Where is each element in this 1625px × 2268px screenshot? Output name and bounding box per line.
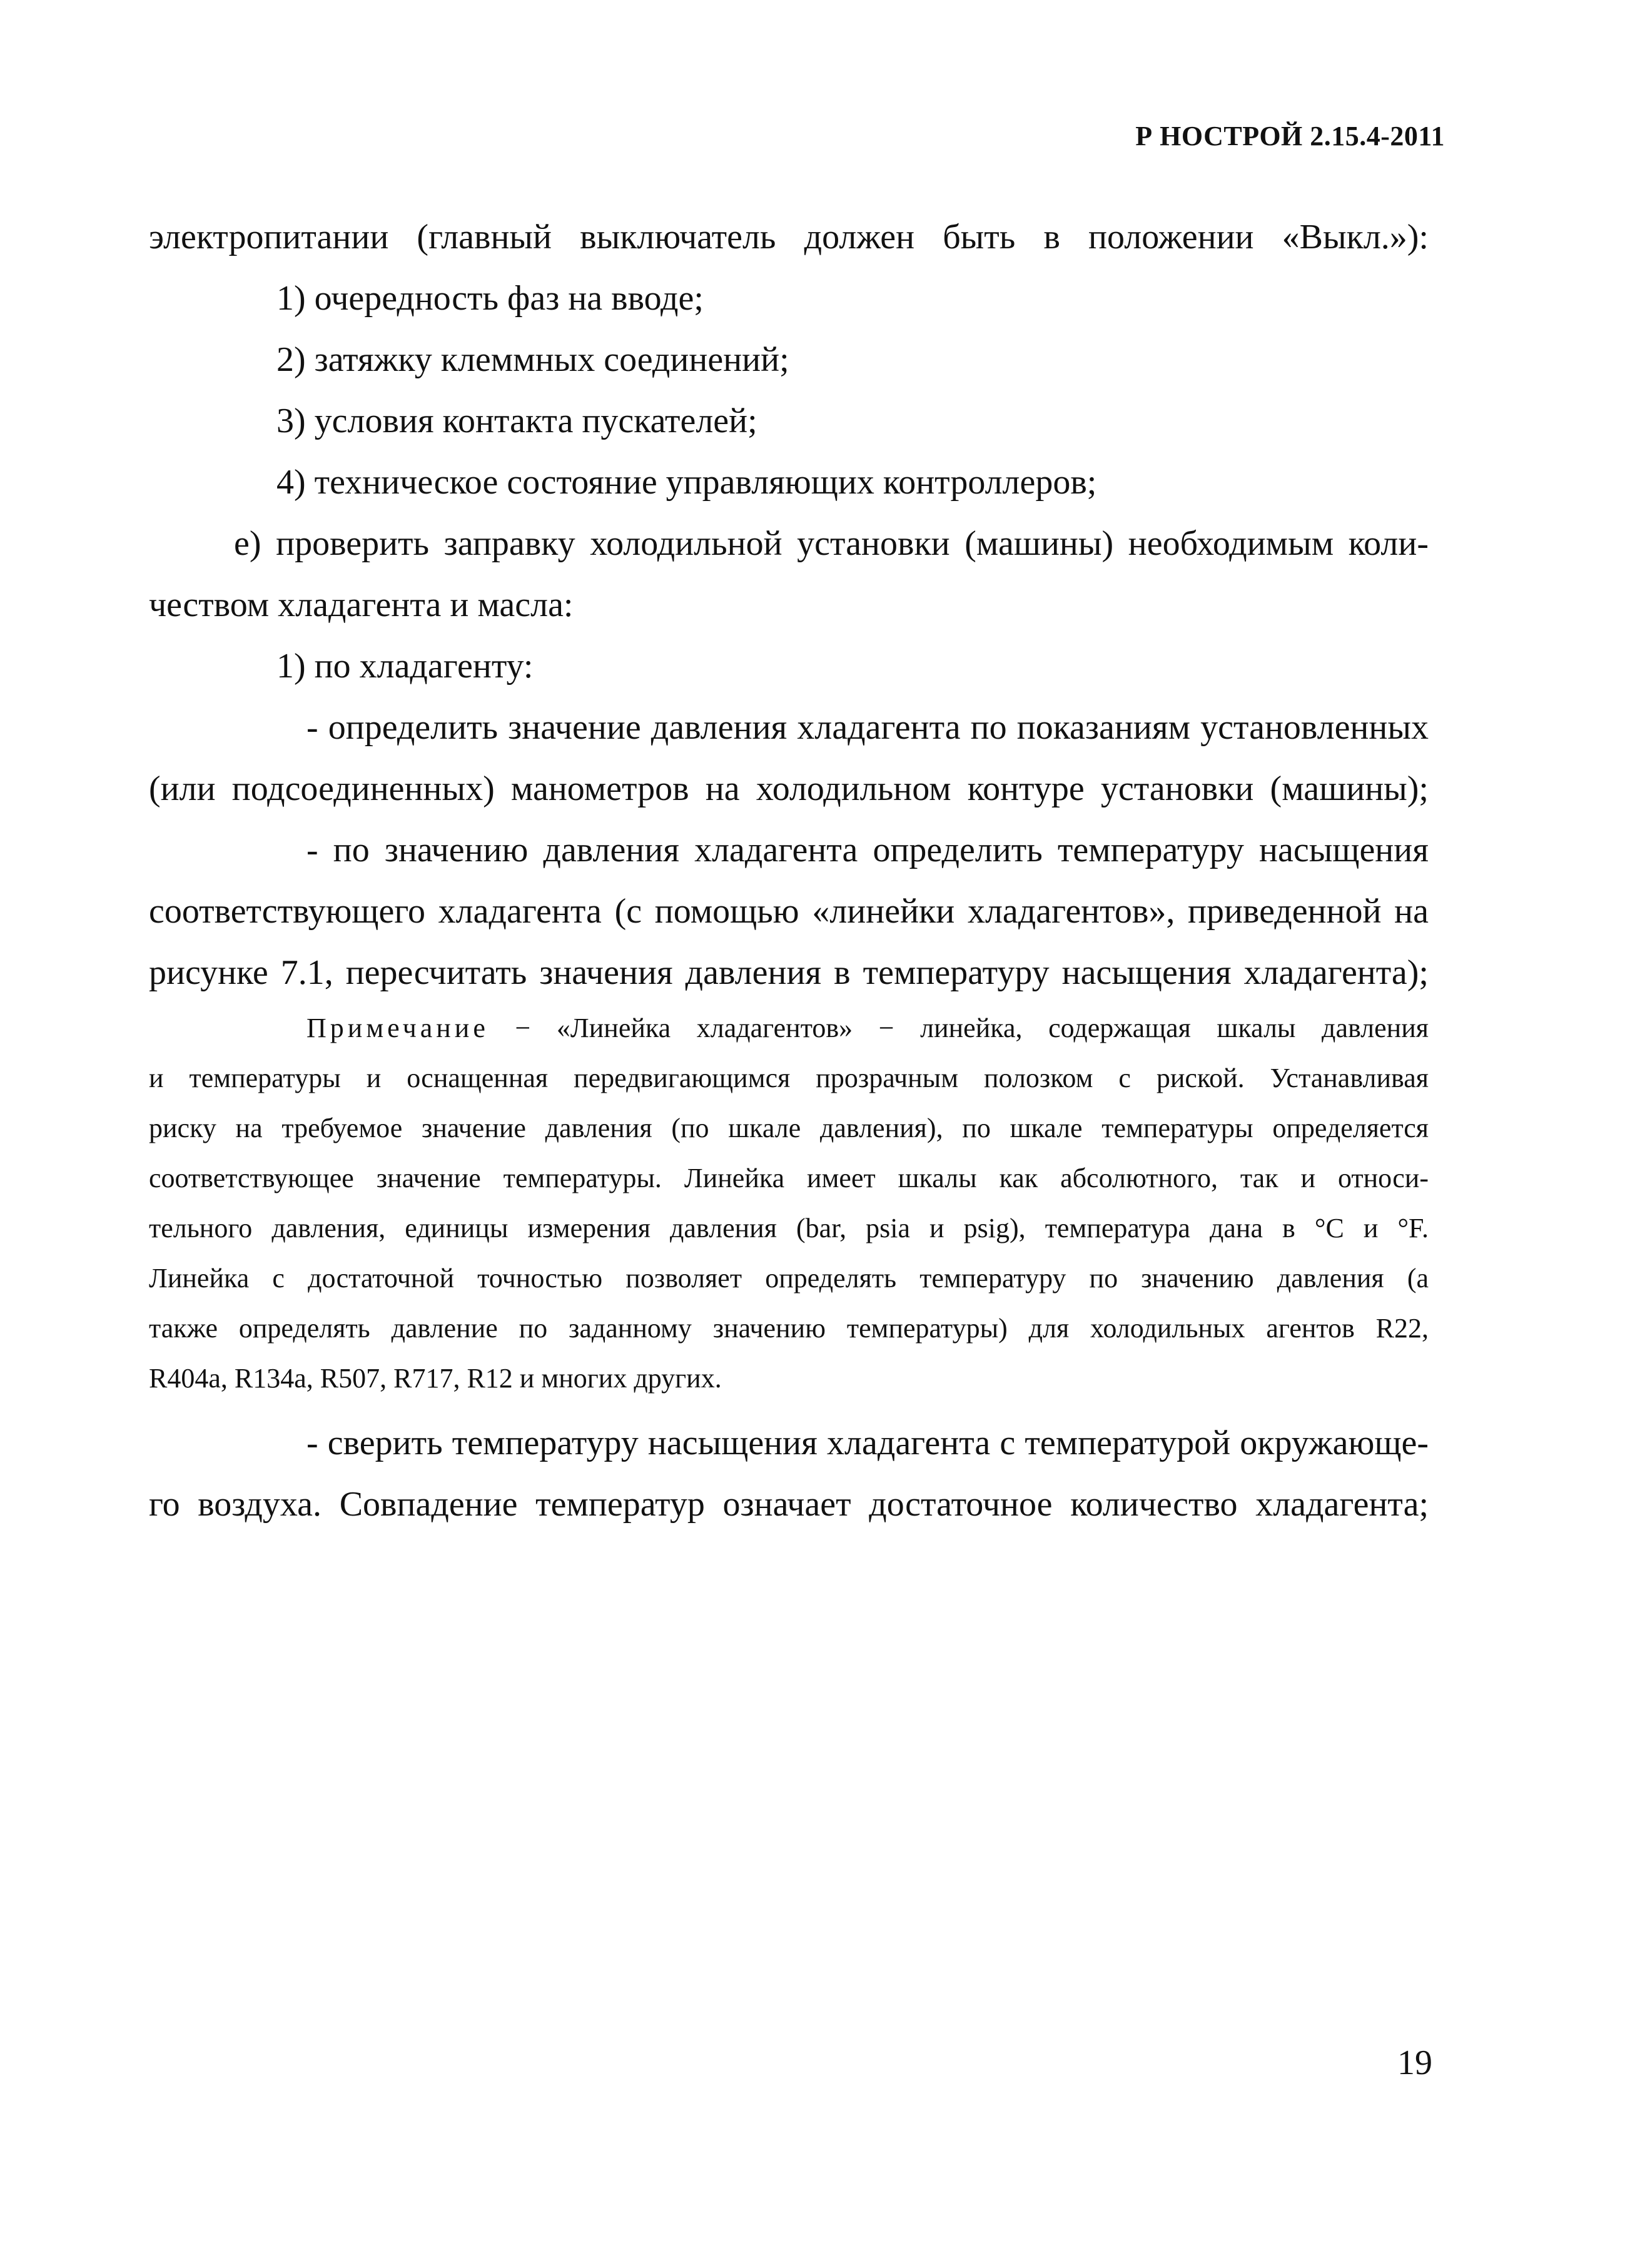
page-number: 19	[1397, 2043, 1432, 2082]
list-item: 2) затяжку клеммных соединений;	[276, 340, 789, 379]
text-line: соответствующего хладагента (с помощью «линейки хладагентов», приведенной на	[149, 892, 1429, 931]
text-line: - сверить температуру насыщения хладагента с температурой окружающе-	[306, 1424, 1429, 1462]
note-label: Примечание	[306, 1013, 489, 1043]
note-line: Линейка с достаточной точностью позволяет определять температуру по значению давления (а	[149, 1263, 1429, 1293]
text-line: рисунке 7.1, пересчитать значения давления в температуру насыщения хладагента);	[149, 953, 1429, 992]
document-code-header: Р НОСТРОЙ 2.15.4-2011	[1135, 121, 1445, 151]
list-item: 3) условия контакта пускателей;	[276, 402, 757, 440]
note-line	[149, 1003, 1429, 1053]
text-line: е) проверить заправку холодильной установки (машины) необходимым коли-	[234, 524, 1429, 563]
note-block	[149, 1003, 1429, 1404]
list-item: 1) очередность фаз на вводе;	[276, 279, 704, 318]
list-item: 4) техническое состояние управляющих контроллеров;	[276, 463, 1097, 502]
list-item: 1) по хладагенту:	[276, 647, 534, 686]
note-line: и температуры и оснащенная передвигающимся прозрачным полозком с риской. Устанавливая	[149, 1063, 1429, 1093]
note-line: также определять давление по заданному значению температуры) для холодильных агентов R22,	[149, 1313, 1429, 1344]
text-line: го воздуха. Совпадение температур означает достаточное количество хладагента;	[149, 1485, 1429, 1524]
note-line: R404a, R134a, R507, R717, R12 и многих других.	[149, 1363, 722, 1394]
text-line: электропитании (главный выключатель должен быть в положении «Выкл.»):	[149, 218, 1429, 256]
note-line: риску на требуемое значение давления (по шкале давления), по шкале температуры определяется	[149, 1113, 1429, 1143]
text-line: - по значению давления хладагента определить температуру насыщения	[306, 831, 1429, 869]
text-line: чеством хладагента и масла:	[149, 585, 574, 624]
note-line: соответствующее значение температуры. Линейка имеет шкалы как абсолютного, так и относи-	[149, 1163, 1429, 1193]
main-text	[149, 206, 1429, 1535]
text-line: (или подсоединенных) манометров на холодильном контуре установки (машины);	[149, 769, 1429, 808]
note-line: тельного давления, единицы измерения давления (bar, psia и psig), температура дана в °С и °F.	[149, 1213, 1429, 1243]
text-line: - определить значение давления хладагента по показаниям установленных	[306, 708, 1429, 747]
note-text: − «Линейка хладагентов» − линейка, содержащая шкалы давления	[489, 1013, 1429, 1043]
